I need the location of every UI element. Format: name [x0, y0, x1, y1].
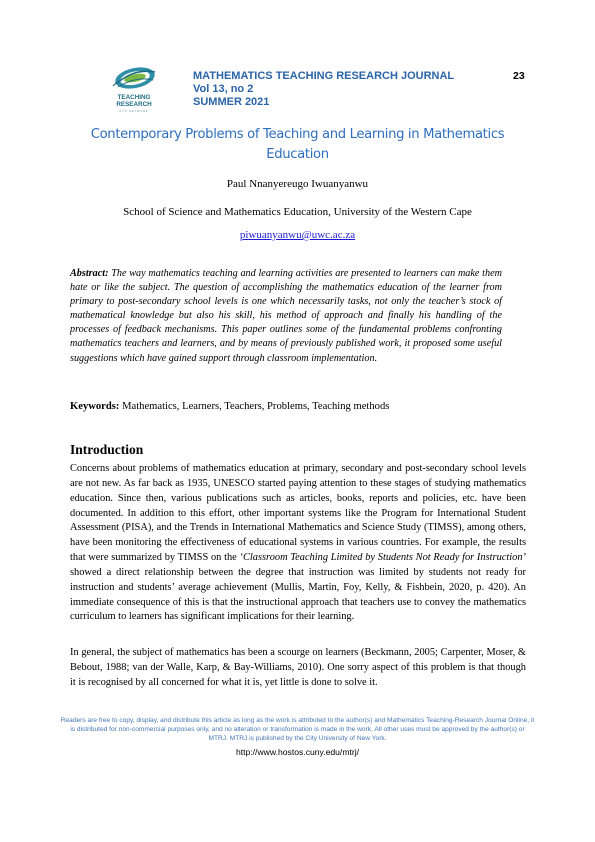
paragraph-2: In general, the subject of mathematics has been a scourge on learners (Beckmann, 2005; Carpenter, Moser, & Bebout, 1988; van der Walle, Karp, & Bay-Williams, 2010). One sorry aspect of this problem is that though it is recognised by all concerned for what it is, yet little is done to solve it. [70, 647, 526, 688]
logo-line-1: TEACHING [117, 94, 151, 101]
license-notice: Readers are free to copy, display, and distribute this article as long as the work is attributed to the author(s) and Mathematics Teaching-Research Journal Online, it is distributed for non-commercial purposes only, and no alteration or transformation is made in the work. All other uses must be approved by the author(s) or MTRJ. MTRJ is published by the City University of New York. [60, 717, 535, 742]
paragraph-1-part-b: showed a direct relationship between the degree that instruction was limited by students not ready for instruction and students’ average achievement (Mullis, Martin, Foy, Kelly, & Fishbein, 2020, p. 420). An immediate consequence of this is that the instructional approach that teachers use to convey the mathematics curriculum to learners has significant implications for their learning. [70, 566, 526, 623]
keywords-text: Mathematics, Learners, Teachers, Problems, Teaching methods [119, 401, 390, 412]
author-affiliation: School of Science and Mathematics Education, University of the Western Cape [123, 206, 472, 218]
paragraph-1-italic-quote: ‘Classroom Teaching Limited by Students Not Ready for Instruction’ [239, 552, 526, 564]
journal-issue: SUMMER 2021 [193, 96, 270, 108]
logo-line-3: NYC NETWORK [119, 109, 149, 113]
page-number: 23 [513, 70, 525, 82]
abstract-label: Abstract: [70, 268, 109, 279]
journal-volume: Vol 13, no 2 [193, 83, 254, 95]
author-email-line [70, 229, 525, 241]
section-heading: Introduction [70, 442, 144, 457]
keywords-label: Keywords: [70, 401, 120, 412]
author-email-link[interactable]: piwuanyanwu@uwc.ac.za [239, 229, 356, 241]
journal-url-link[interactable]: http://www.hostos.cuny.edu/mtrj/ [235, 747, 360, 757]
keywords [70, 401, 530, 412]
journal-name: MATHEMATICS TEACHING RESEARCH JOURNAL [193, 70, 455, 82]
article-title: Contemporary Problems of Teaching and Learning in Mathematics Education [90, 127, 505, 162]
paragraph-1-part-a: Concerns about problems of mathematics education at primary, secondary and post-secondary school levels are not new. As far back as 1935, UNESCO started paying attention to these stages of studying mathematics education. Since then, various publications such as articles, books, reports and policies, etc. have been documented. In addition to this effort, other important systems like the Program for International Student Assessment (PISA), and the Trends in International Mathematics and Science Study (TIMSS), among others, have been monitoring the effectiveness of educational systems in various countries. For example, the results that were summarized by TIMSS on the [70, 463, 526, 564]
abstract [70, 267, 502, 366]
abstract-text: The way mathematics teaching and learning activities are presented to learners can make them hate or like the subject. The question of accomplishing the mathematics education of the learner from primary to post-secondary school levels is one which necessarily tasks, not only the teacher’s stock of mathematical knowledge but also his skill, his method of approach and finally his handling of the processes of feedback mechanisms. This paper outlines some of the fundamental problems confronting mathematics teachers and learners, and by means of previously published work, it proposed some useful suggestions which have gained support through classroom implementation. [70, 268, 502, 364]
logo-wordmark [108, 95, 160, 115]
logo-line-2: RESEARCH [116, 100, 152, 108]
author-name: Paul Nnanyereugo Iwuanyanwu [226, 178, 369, 190]
paragraph-1 [70, 462, 526, 625]
journal-header [193, 70, 454, 109]
